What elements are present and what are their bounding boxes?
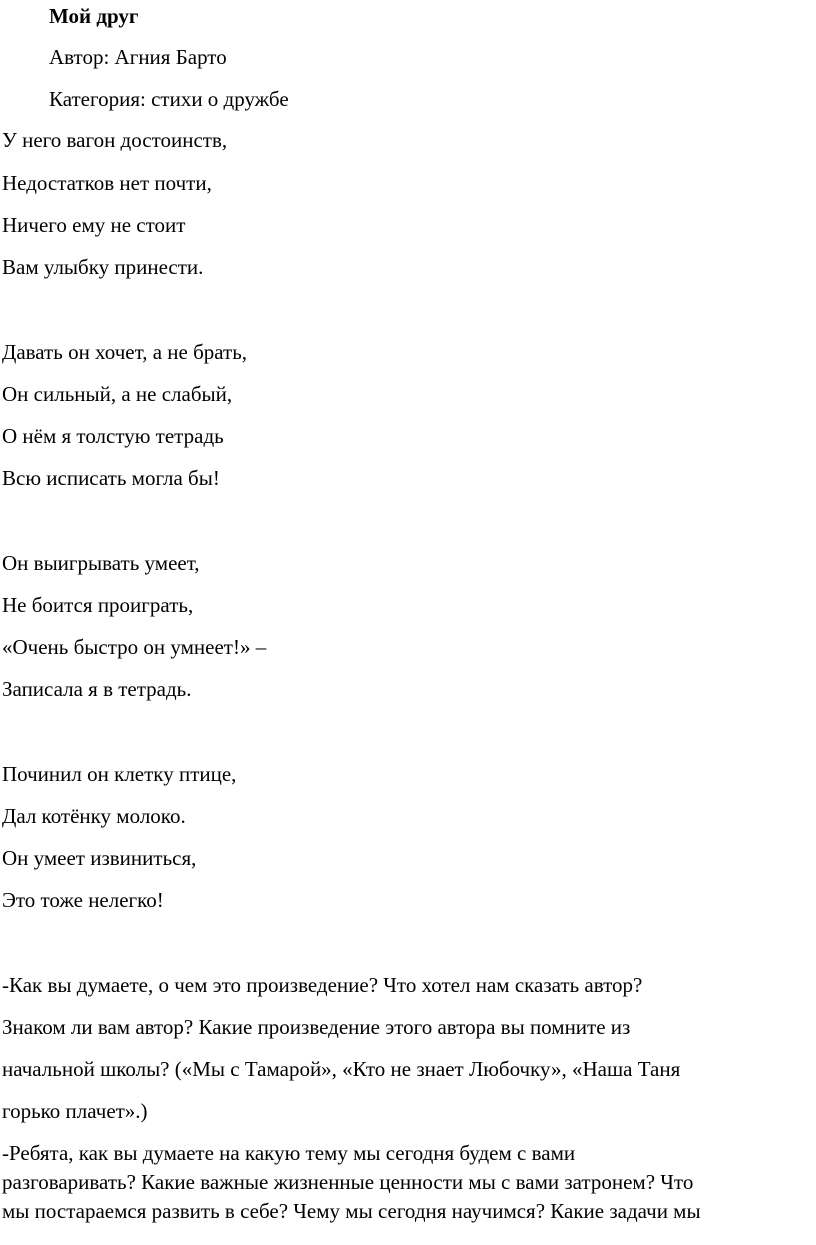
- poem-title: Мой друг: [49, 4, 139, 28]
- poem-line: У него вагон достоинств,: [2, 128, 228, 152]
- paragraph-line: горько плачет».): [2, 1099, 148, 1123]
- poem-line: Ничего ему не стоит: [2, 213, 186, 237]
- poem-line: Не боится проиграть,: [2, 593, 194, 617]
- poem-line: Вам улыбку принести.: [2, 255, 204, 279]
- paragraph-line: начальной школы? («Мы с Тамарой», «Кто не знает Любочку», «Наша Таня: [2, 1057, 681, 1081]
- poem-line: Давать он хочет, а не брать,: [2, 340, 248, 364]
- poem-line: Он умеет извиниться,: [2, 846, 197, 870]
- poem-line: Починил он клетку птице,: [2, 762, 237, 786]
- poem-line: Дал котёнку молоко.: [2, 804, 186, 828]
- poem-line: Записала я в тетрадь.: [2, 677, 192, 701]
- paragraph-line: -Как вы думаете, о чем это произведение? Что хотел нам сказать автор?: [2, 973, 643, 997]
- paragraph-line: разговаривать? Какие важные жизненные ценности мы с вами затронем? Что: [2, 1170, 694, 1194]
- poem-line: Он сильный, а не слабый,: [2, 382, 233, 406]
- poem-line: Он выигрывать умеет,: [2, 551, 200, 575]
- paragraph-line: Знаком ли вам автор? Какие произведение этого автора вы помните из: [2, 1015, 631, 1039]
- poem-line: «Очень быстро он умнеет!» –: [2, 635, 267, 659]
- poem-author: Автор: Агния Барто: [49, 45, 227, 69]
- poem-line: Недостатков нет почти,: [2, 171, 212, 195]
- poem-category: Категория: стихи о дружбе: [49, 87, 289, 111]
- poem-line: Это тоже нелегко!: [2, 888, 164, 912]
- paragraph-line: мы постараемся развить в себе? Чему мы сегодня научимся? Какие задачи мы: [2, 1199, 701, 1223]
- poem-line: Всю исписать могла бы!: [2, 466, 220, 490]
- poem-line: О нём я толстую тетрадь: [2, 424, 224, 448]
- paragraph-line: -Ребята, как вы думаете на какую тему мы сегодня будем с вами: [2, 1141, 576, 1165]
